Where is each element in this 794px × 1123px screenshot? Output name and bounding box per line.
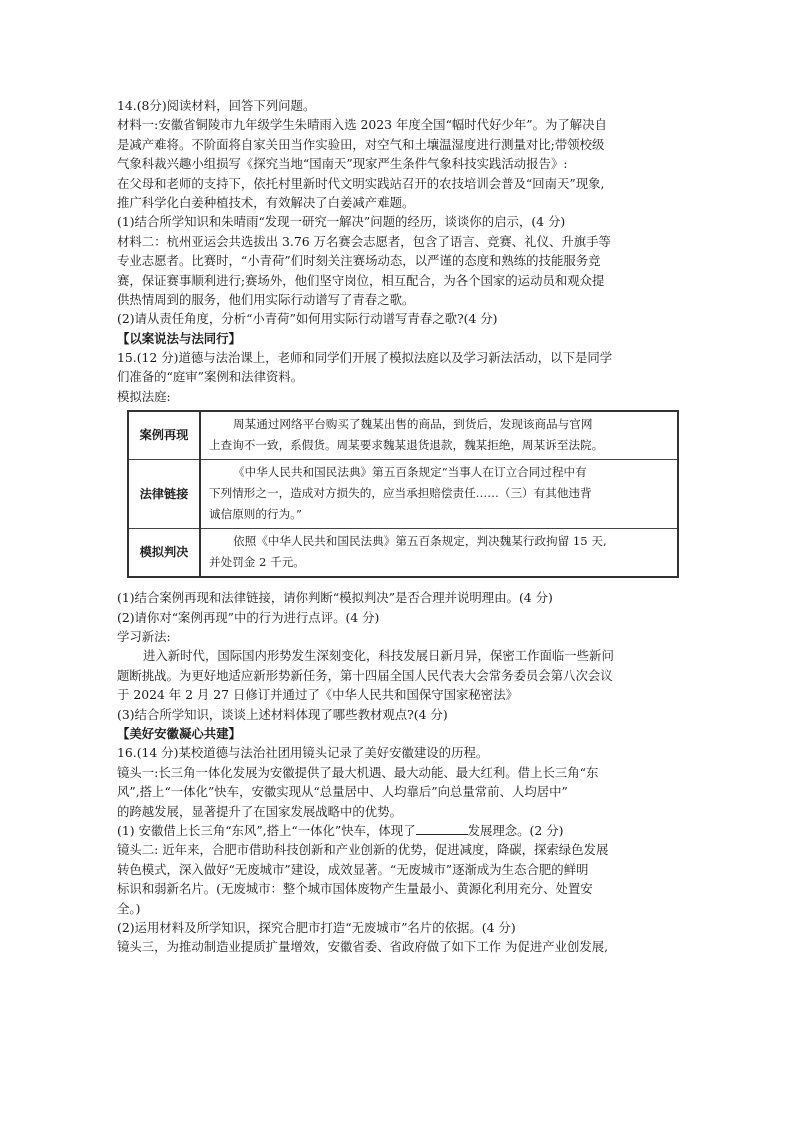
q14-material-1 (117, 115, 677, 212)
q16-sub-question-1 (117, 821, 677, 840)
q14-m1-line: 在父母和老师的支持下，依托村里新时代文明实践站召开的农技培训会普及“回南天”现象, (117, 175, 605, 191)
law-line: 诚信原则的行为。” (209, 507, 302, 522)
table-row (128, 460, 678, 529)
q16-lens-2 (117, 840, 677, 918)
new-law-label: 学习新法: (117, 629, 171, 645)
new-law-material (117, 646, 677, 704)
lens-1-line: 风”,搭上“一体化”快车，安徽实现从“总量居中、人均靠后”向总量常前、人均居中” (117, 784, 568, 800)
case-head: 案例再现 (128, 411, 200, 460)
lens-3-line: 镜头三，为推动制造业提质扩量增效，安徽省委、省政府做了如下工作 为促进产业创发展, (117, 939, 609, 955)
answer-blank[interactable] (416, 822, 468, 835)
mock-court-label: 模拟法庭: (117, 388, 171, 404)
verdict-head: 模拟判决 (128, 529, 200, 578)
lens-2-line: 标识和弱新名片。(无废城市：整个城市国体废物产生量最小、黄源化利用充分、处置安 (117, 881, 593, 897)
lens-2-line: 转色模式，深入做好“无废城市”建设，成效显著。“无废城市”逐渐成为生态合肥的鲜明 (117, 861, 589, 877)
q14-sub-question-2: (2)请从责任角度，分析“小青荷”如何用实际行动谱写青春之歌?(4 分) (117, 311, 498, 327)
q14-m2-line: 专业志愿者。比赛时，“小青荷”们时刻关注赛场动态，以严谨的态度和熟练的技能服务竞 (117, 253, 601, 269)
exam-page (117, 96, 677, 957)
q14-m2-line: 赛，保证赛事顺利进行;赛场外，他们坚守岗位，相互配合，为各个国家的运动员和观众提 (117, 272, 605, 288)
section-header-law: 【以案说法与法同行】 (117, 330, 241, 346)
table-row (128, 529, 678, 578)
law-line: 《中华人民共和国民法典》第五百条规定“当事人在订立合同过程中有 (233, 465, 587, 480)
q14-m1-line: 推广科学化白姜种植技术，有效解决了白姜减产难题。 (117, 194, 415, 210)
lens-2-line: 全。) (117, 900, 141, 916)
q14-m1-line: 材料一:安徽省铜陵市九年级学生朱晴雨入选 2023 年度全国“幅时代好少年”。为了解决自 (117, 117, 607, 133)
lens-1-line: 镜头一:长三角一体化发展为安徽提供了最大机遇、最大动能、最大红利。借上长三角“东 (117, 764, 599, 780)
q16-title: 16.(14 分)某校道德与法治社团用镜头记录了美好安徽建设的历程。 (117, 745, 489, 761)
q14-m2-line: 材料二：杭州亚运会共选拔出 3.76 万名赛会志愿者，包含了语言、竞赛、礼仪、升旗手等 (117, 233, 611, 249)
q15-sub-question-1: (1)结合案例再现和法律链接，请你判断“模拟判决”是否合理并说明理由。(4 分) (117, 590, 553, 606)
new-law-line: 进入新时代，国际国内形势发生深刻变化，科技发展日新月异，保密工作面临一些新问 (143, 648, 614, 664)
q14-m1-line: 是减产难将。不阶面将自家关田当作实验田，对空气和土壤温湿度进行测量对比;带领校级 (117, 136, 605, 152)
q14-m2-line: 供热情周到的服务，他们用实际行动谱写了青春之歌。 (117, 291, 415, 307)
verdict-line: 依照《中华人民共和国民法典》第五百条规定，判决魏某行政拘留 15 天, (233, 534, 607, 549)
q16-sub1-text-end: 发展理念。(2 分) (467, 822, 564, 838)
law-head: 法律链接 (128, 460, 200, 529)
new-law-line: 于 2024 年 2 月 27 日修订并通过了《中华人民共和国保守国家秘密法》 (117, 687, 518, 703)
q14-sub-question-1: (1)结合所学知识和朱晴雨“发现一研究一解决”问题的经历，谈谈你的启示，(4 分) (117, 214, 566, 230)
q14-title: 14.(8分)阅读材料，回答下列问题。 (117, 98, 316, 113)
q15-title-line: 15.(12 分)道德与法治课上，老师和同学们开展了模拟法庭以及学习新法活动，以下是同学 (117, 350, 613, 366)
case-line: 周某通过网络平台购买了魏某出售的商品，到货后，发现该商品与官网 (233, 417, 593, 432)
section-header-anhui: 【美好安徽凝心共建】 (117, 725, 241, 741)
q16-lens-1 (117, 763, 677, 821)
case-body (200, 411, 678, 460)
law-line: 下列情形之一，造成对方损失的，应当承担赔偿责任……（三）有其他违背 (209, 486, 592, 501)
table-row (128, 411, 678, 460)
verdict-line: 并处罚金 2 千元。 (209, 555, 305, 570)
law-body (200, 460, 678, 529)
q15-sub-question-3: (3)结合所学知识，谈谈上述材料体现了哪些教材观点?(4 分) (117, 706, 448, 722)
new-law-line: 题断挑战。为更好地适应新形势新任务，第十四届全国人民代表大会常务委员会第八次会议 (117, 667, 613, 683)
q16-sub-question-2: (2)运用材料及所学知识，探究合肥市打造“无废城市”名片的依据。(4 分) (117, 919, 516, 935)
q15-title-line: 们准备的“庭审”案例和法律资料。 (117, 369, 304, 385)
verdict-body (200, 529, 678, 578)
case-line: 上查询不一致，系假货。周某要求魏某退货退款，魏某拒绝，周某诉至法院。 (209, 438, 604, 453)
lens-2-line: 镜头二: 近年来，合肥市借助科技创新和产业创新的优势，促进减度，降碳，探索绿色发展 (117, 842, 609, 858)
case-table (127, 410, 679, 578)
q15-sub-question-2: (2)请你对“案例再现”中的行为进行点评。(4 分) (117, 609, 380, 625)
q16-sub1-text: (1) 安徽借上长三角“东风”,搭上“一体化”快车，体现了 (117, 822, 416, 838)
q14-material-2 (117, 232, 677, 310)
q14-m1-line: 气象科裁兴趣小组损写《探究当地“国南天”现家严生条件气象科技实践活动报告》: (117, 156, 568, 172)
lens-1-line: 的跨越发展，显著提升了在国家发展战略中的优势。 (117, 803, 402, 819)
